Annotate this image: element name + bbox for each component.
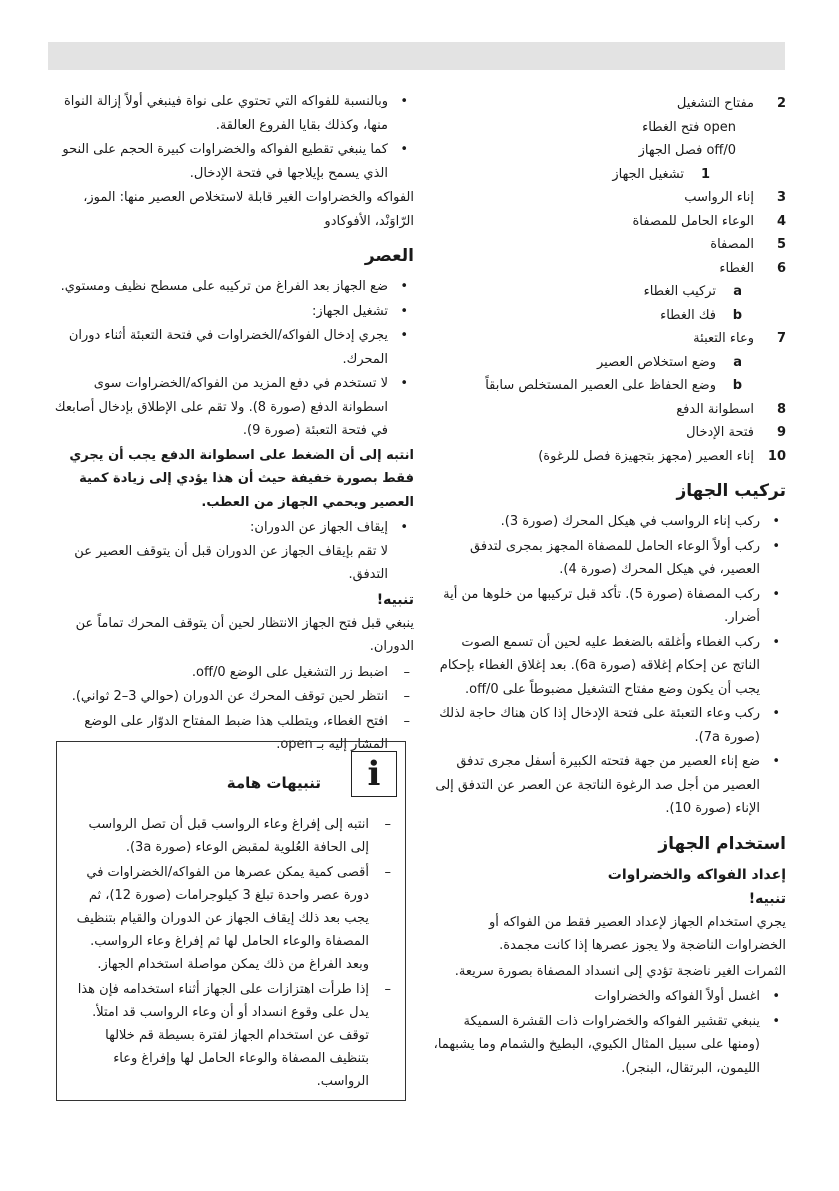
parts-item-label: وضع الحفاظ على العصير المستخلص سابقاً [485,378,716,393]
assembly-list [432,510,786,821]
parts-item [432,421,786,445]
pressure-warning: انتبه إلى أن الضغط على اسطوانة الدفع يجب أن يجري فقط بصورة خفيفة حيث أن هذا يؤدي إلى زيادة كمية العصير ويحمي الجهاز من العطب. [69,447,414,510]
stop-label: إيقاف الجهاز عن الدوران: [250,520,388,535]
prep-title: إعداد الفواكه والخضراوات [607,866,786,883]
prep-item: • كما ينبغي تقطيع الفواكه والخضراوات كبيرة الحجم على النحو الذي يسمح بإيلاجها في فتحة الإدخال. [48,138,414,185]
stop-note: لا تقم بإيقاف الجهاز عن الدوران قبل أن يتوقف العصير عن التدفق. [74,543,388,582]
parts-item-number: 7 [776,331,786,346]
assembly-title: تركيب الجهاز [676,481,786,501]
parts-subitem-letter: b [732,307,742,323]
prep-item: • وبالنسبة للفواكه التي تحتوي على نواة فينبغي أولاً إزالة النواة منها، وكذلك بقايا الفروع العالقة. [48,90,414,137]
juicing-item: • يجري إدخال الفواكه/الخضراوات في فتحة التعبئة أثناء دوران المحرك. [48,324,414,371]
open-step: – انتظر لحين توقف المحرك عن الدوران (حوالي 3–2 ثواني). [48,685,414,709]
parts-item-label: وعاء التعبئة [693,331,754,346]
juicing-caution-text: ينبغي قبل فتح الجهاز الانتظار لحين أن يتوقف المحرك تماماً عن الدوران. [75,615,414,654]
assembly-item: • ركب الغطاء وأغلقه بالضغط عليه لحين أن تسمع الصوت الناتج عن إحكام إغلاقه (صورة 6a). بعد إغلاق الغطاء بإحكام يجب أن يكون وضع مفتاح التشغيل مضبوطاً على off/0. [432,631,786,702]
usage-list [432,985,786,1080]
parts-item [432,92,786,116]
parts-item-number: 4 [776,213,786,229]
usage-caution-label: تنبيه! [748,890,786,907]
note-item: – إذا طرأت اهتزازات على الجهاز أثناء استخدامه فإن هذا يدل على وقوع انسداد أو أن وعاء الرواسب قد امتلأ. توقف عن استخدام الجهاز لفترة بسيطة قم خلالها بتنظيف المصفاة والوعاء الحامل لها وإفراغ وعاء الرواسب. [69,978,395,1094]
stop-item [48,516,414,587]
parts-item-label: فتحة الإدخال [686,425,754,440]
parts-item [432,139,786,163]
notes-title: تنبيهات هامة [226,774,321,792]
parts-item-number: 9 [776,425,786,440]
header-bar [48,42,785,70]
parts-subitem-letter: a [733,284,742,299]
parts-item-label: تشغيل الجهاز [612,166,684,182]
assembly-item: • ركب وعاء التعبئة على فتحة الإدخال إذا كان هناك حاجة لذلك (صورة 7a). [432,702,786,749]
usage-item: • ينبغي تقشير الفواكه والخضراوات ذات القشرة السميكة (ومنها على سبيل المثال الكيوي، البطيخ والشمام وما يشبهما، الليمون، البرتقال، البنجر). [432,1010,786,1081]
open-step: – اضبط زر التشغيل على الوضع off/0. [48,661,414,685]
notes-list [69,813,395,1093]
left-column [48,90,414,758]
parts-item [432,210,786,234]
note-item: – انتبه إلى إفراغ وعاء الرواسب قبل أن تصل الرواسب إلى الحافة العُلوية لمقبض الوعاء (صورة 3a). [69,813,395,859]
info-icon: i [351,751,397,797]
parts-item [432,186,786,210]
parts-item-label: open فتح الغطاء [642,119,736,135]
prep-continued-list [48,90,414,185]
assembly-item: • ركب المصفاة (صورة 5). تأكد قبل تركيبها من خلوها من أية أضرار. [432,583,786,630]
assembly-item: • ركب إناء الرواسب في هيكل المحرك (صورة 3). [432,510,786,534]
parts-subitem [432,304,786,328]
parts-item-number: 3 [776,190,786,205]
parts-item-label: المصفاة [710,237,754,252]
parts-subitem [432,280,786,304]
note-item: – أقصى كمية يمكن عصرها من الفواكه/الخضراوات في دورة عصر واحدة تبلغ 3 كيلوجرامات (صورة 12)، ثم يجب بعد ذلك إيقاف الجهاز عن الدوران والقيام بتنظيف المصفاة والوعاء الحامل لها ثم إفراغ وعاء الرواسب. وبعد الفراغ من ذلك يمكن مواصلة استخدام الجهاز. [69,861,395,977]
parts-item [432,233,786,257]
open-step: – افتح الغطاء، ويتطلب هذا ضبط المفتاح الدوّار على الوضع المشار إليه بـ open. [48,710,414,757]
juicing-title: العصر [364,246,414,266]
parts-subitem [432,351,786,375]
parts-item-label: وضع استخلاص العصير [596,354,716,370]
juicing-item: • ضع الجهاز بعد الفراغ من تركيبه على مسطح نظيف ومستوي. [48,275,414,299]
right-column [432,92,786,1081]
parts-subitem-letter: b [732,378,742,393]
parts-item-label: اسطوانة الدفع [676,401,754,417]
parts-item [432,398,786,422]
stop-list [48,516,414,587]
juicing-list [48,275,414,443]
parts-item-label: فك الغطاء [660,307,716,323]
parts-subitem-number: 1 [700,166,710,182]
parts-item-label: إناء العصير (مجهز بتجهيزة فصل للرغوة) [538,448,754,464]
parts-item-number: 2 [776,96,786,111]
parts-item-label: إناء الرواسب [684,190,754,205]
parts-item-number: 6 [776,260,786,276]
usage-title: استخدام الجهاز [658,833,786,854]
parts-item-number: 8 [776,401,786,417]
parts-item-label: الوعاء الحامل للمصفاة [632,213,754,229]
parts-item-label: تركيب الغطاء [643,284,716,299]
parts-item-number: 5 [776,237,786,252]
unsuitable-fruits: الفواكه والخضراوات الغير قابلة لاستخلاص العصير منها: الموز، الرّاوَنْد، الأفوكادو [83,190,414,229]
parts-subitem-letter: a [733,354,742,370]
parts-item [432,445,786,469]
parts-item-label: off/0 فصل الجهاز [638,143,736,158]
juicing-item: • تشغيل الجهاز: [48,300,414,324]
juicing-item: • لا تستخدم في دفع المزيد من الفواكه/الخضراوات سوى اسطوانة الدفع (صورة 8). ولا تقم على الإطلاق بإدخال أصابعك في فتحة التعبئة (صورة 9). [48,372,414,443]
parts-item-number: 10 [767,448,786,464]
important-notes-box [56,741,406,1101]
parts-item [432,116,786,140]
usage-paragraph: الثمرات الغير ناضجة تؤدي إلى انسداد المصفاة بصورة سريعة. [454,963,786,979]
parts-item [432,257,786,281]
parts-subitem [432,374,786,398]
parts-subitem [432,163,786,187]
usage-item: • اغسل أولاً الفواكه والخضراوات [432,985,786,1009]
parts-list [432,92,786,468]
usage-paragraph: يجري استخدام الجهاز لإعداد العصير فقط من الفواكه أو الخضراوات الناضجة ولا يجوز عصرها إذا كانت مجمدة. [488,914,786,953]
parts-item [432,327,786,351]
assembly-item: • ركب أولاً الوعاء الحامل للمصفاة المجهز بمجرى لتدفق العصير، في هيكل المحرك (صورة 4). [432,535,786,582]
parts-item-label: مفتاح التشغيل [676,96,754,111]
juicing-caution-label: تنبيه! [376,591,414,608]
parts-item-label: الغطاء [719,260,754,276]
assembly-item: • ضع إناء العصير من جهة فتحته الكبيرة أسفل مجرى تدفق العصير من أجل صد الرغوة الناتجة عن العصر عن التدفق إلى الإناء (صورة 10). [432,750,786,821]
